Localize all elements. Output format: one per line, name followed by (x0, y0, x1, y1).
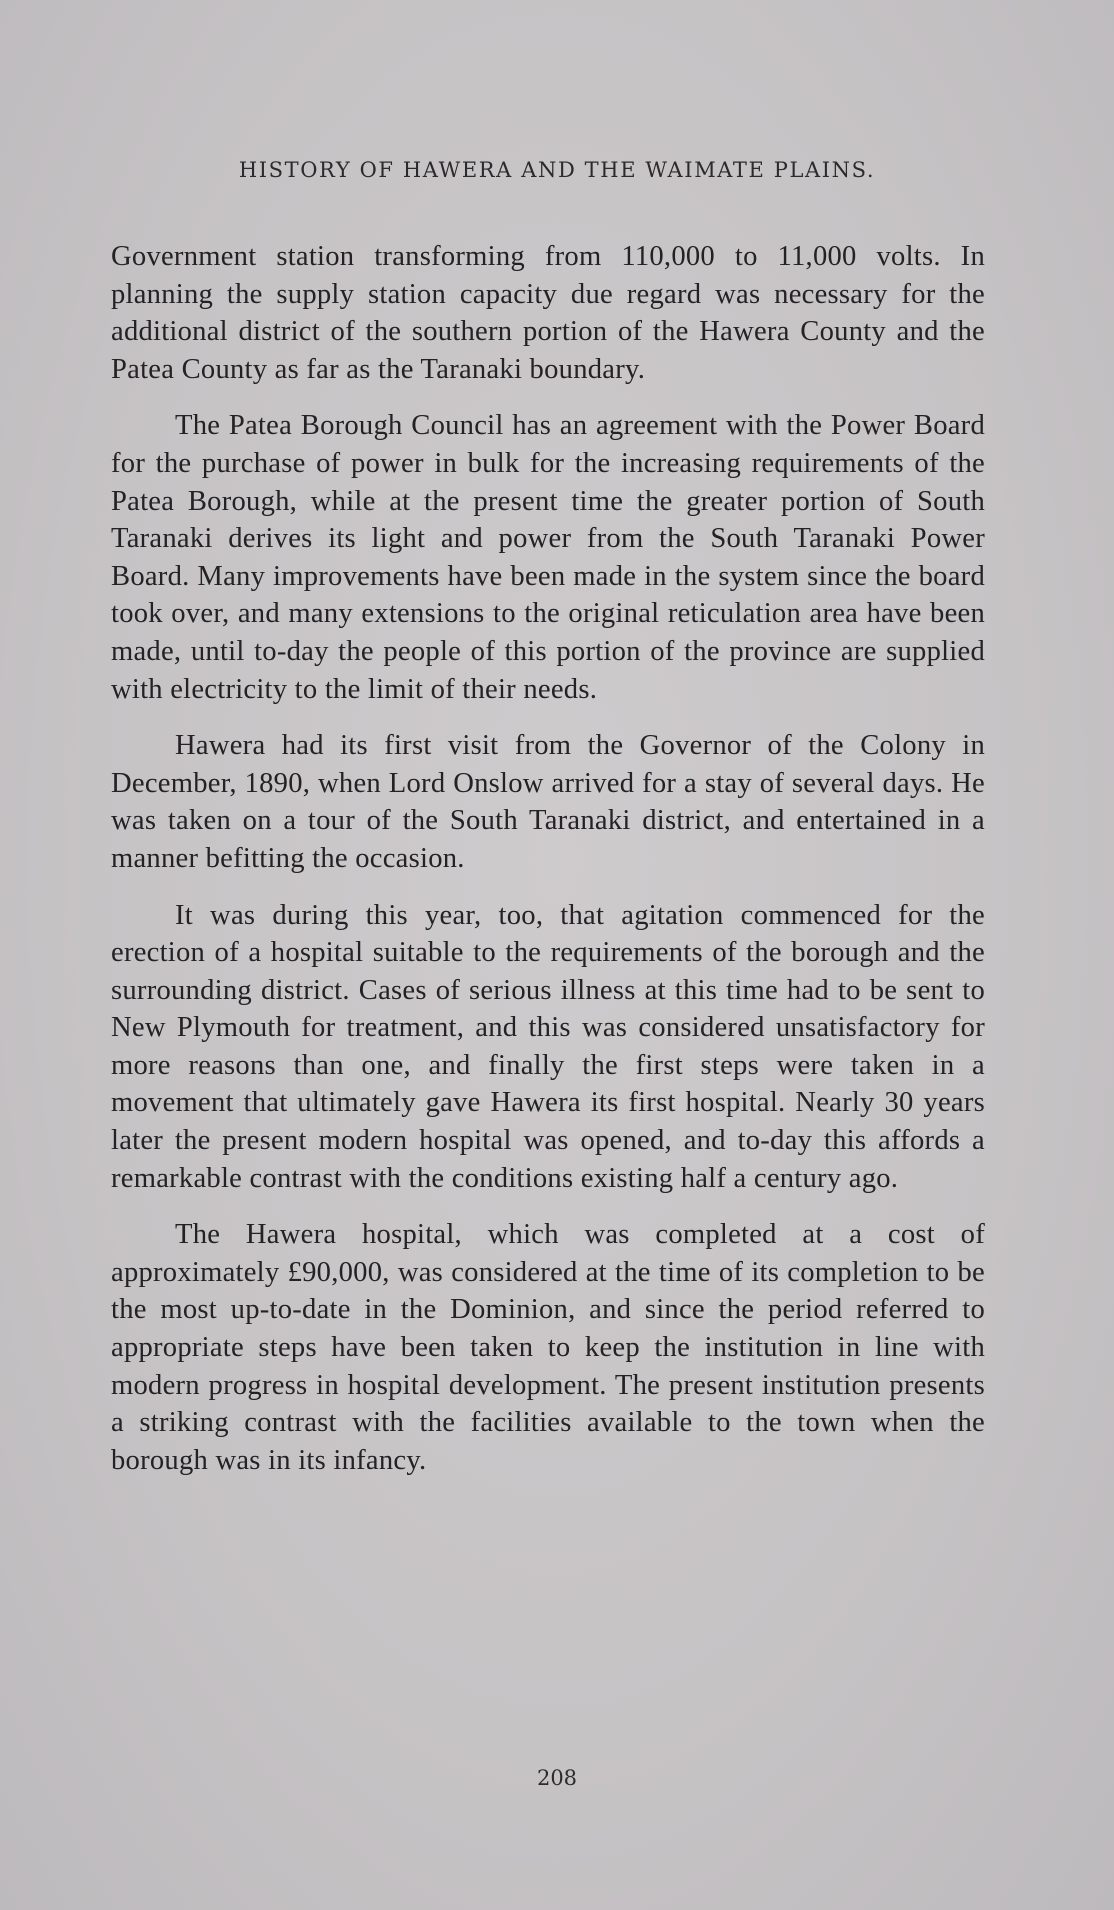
page-number: 208 (536, 1766, 578, 1790)
paragraph: It was during this year, too, that agitation commenced for the erection of a hospital suitable to the requirements of the borough and the surrounding district. Cases of serious illness at this time had to be sent to New Plymouth for treatment, and this was considered unsatisfactory for more reasons than one, and finally the first steps were taken in a movement that ultimately gave Hawera its first hospital. Nearly 30 years later the present modern hospital was opened, and to-day this affords a remarkable contrast with the conditions existing half a century ago. (111, 899, 985, 1194)
paragraph: The Hawera hospital, which was completed at a cost of approximately £90,000, was considered at the time of its completion to be the most up-to-date in the Dominion, and since the period referred to appropriate steps have been taken to keep the institution in line with modern progress in hospital development. The present institution presents a striking contrast with the facilities available to the town when the borough was in its infancy. (111, 1219, 985, 1476)
paragraph: Hawera had its first visit from the Governor of the Colony in December, 1890, when Lord Onslow arrived for a stay of several days. He was taken on a tour of the South Taranaki district, and entertained in a manner befitting the occasion. (111, 730, 985, 874)
paragraph: The Patea Borough Council has an agreement with the Power Board for the purchase of power in bulk for the increasing requirements of the Patea Borough, while at the present time the greater portion of South Taranaki derives its light and power from the South Taranaki Power Board. Many improvements have been made in the system since the board took over, and many extensions to the original reticulation area have been made, until to-day the people of this portion of the province are supplied with electricity to the limit of their needs. (111, 410, 985, 705)
body-text (111, 238, 985, 1498)
running-head: HISTORY OF HAWERA AND THE WAIMATE PLAINS. (238, 158, 876, 182)
paragraph: Government station transforming from 110,000 to 11,000 volts. In planning the supply station capacity due regard was necessary for the additional district of the southern portion of the Hawera County and the Patea County as far as the Taranaki boundary. (111, 241, 985, 385)
